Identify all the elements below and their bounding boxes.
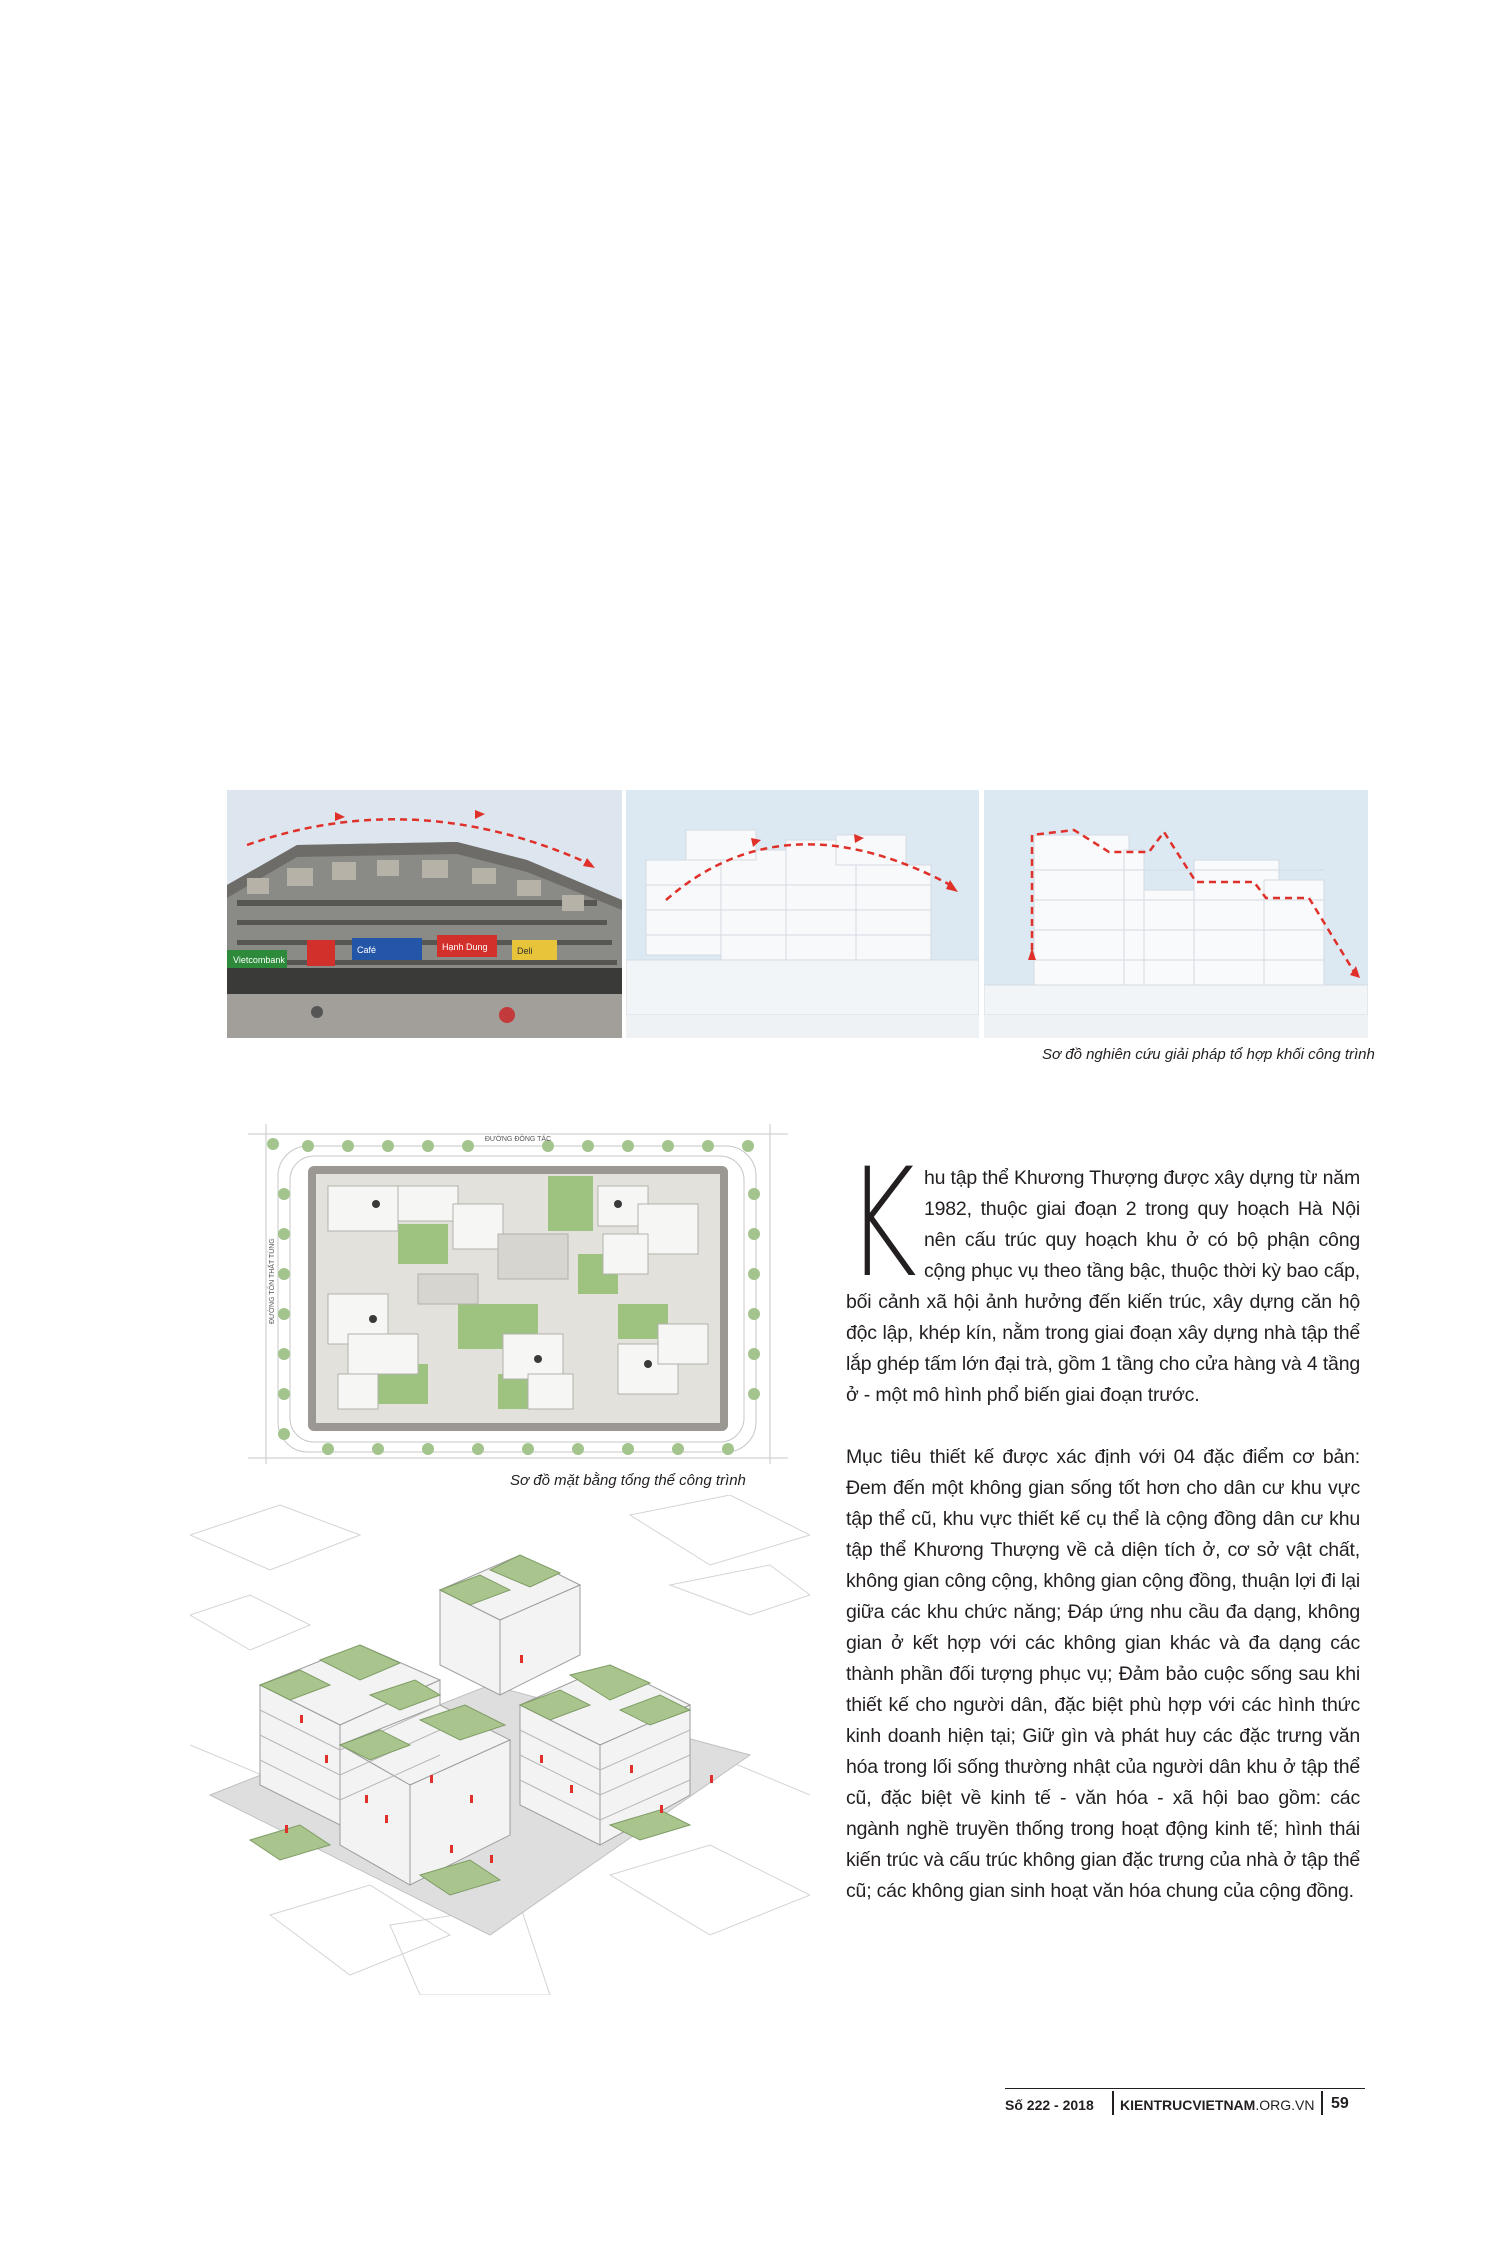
massing-model-panel-1: [626, 790, 979, 1038]
article-body: [846, 1137, 1360, 1938]
massing-photo-panel: [227, 790, 622, 1038]
sign-deli: Deli: [517, 946, 533, 956]
website-link[interactable]: [1120, 2097, 1314, 2113]
footer-separator: [1321, 2091, 1323, 2115]
drop-cap: K: [846, 1137, 917, 1311]
page-footer: [1005, 2088, 1365, 2119]
road-label-top: ĐƯỜNG ĐÔNG TÁC: [484, 1136, 552, 1143]
site-plan: [248, 1124, 788, 1464]
website-suffix: .ORG.VN: [1255, 2097, 1315, 2113]
page-number: 59: [1331, 2095, 1349, 2112]
sign-vietcombank: Vietcombank: [233, 955, 285, 965]
article-paragraph-2: Mục tiêu thiết kế được xác định với 04 đặc điểm cơ bản: Đem đến một không gian sống tốt hơn cho dân cư khu vực tập thể cũ, khu vực thiết kế cụ thể là cộng đồng dân cư khu tập thể Khương Thượng về cả diện tích ở, cơ sở vật chất, không gian công cộng, không gian cộng đồng, thuận lợi đi lại giữa các khu chức năng; Đáp ứng nhu cầu đa dạng, không gian ở kết hợp với các không gian khác và đa dạng các thành phần đối tượng phục vụ; Đảm bảo cuộc sống sau khi thiết kế cho người dân, đặc biệt phù hợp với các hình thức kinh doanh hiện tại; Giữ gìn và phát huy các đặc trưng văn hóa trong lối sống thường nhật của người dân khu ở tập thể cũ, đặc biệt về kinh tế - văn hóa - xã hội bao gồm: các ngành nghề truyền thống trong hoạt động kinh tế; hình thái kiến trúc và cấu trúc không gian đặc trưng của nhà ở tập thể cũ; các không gian sinh hoạt văn hóa chung của cộng đồng.: [846, 1446, 1360, 1902]
road-label-left: ĐƯỜNG TÔN THẤT TÙNG: [269, 1238, 276, 1324]
website-main: KIENTRUCVIETNAM: [1120, 2097, 1256, 2113]
sign-cafe: Café: [357, 945, 377, 955]
paragraph-1-text: hu tập thể Khương Thượng được xây dựng từ năm 1982, thuộc giai đoạn 2 trong quy hoạch Hà Nội nên cấu trúc quy hoạch khu ở có bộ phận công cộng phục vụ theo tầng bậc, thuộc thời kỳ bao cấp, bối cảnh xã hội ảnh hưởng đến kiến trúc, xây dựng căn hộ độc lập, khép kín, nằm trong giai đoạn xây dựng nhà tập thể lắp ghép tấm lớn đại trà, gồm 1 tầng cho cửa hàng và 4 tầng ở - một mô hình phổ biến giai đoạn trước.: [846, 1167, 1360, 1406]
footer-separator: [1112, 2091, 1114, 2115]
article-paragraph-1: [846, 1137, 1360, 1411]
issue-number: Số 222 - 2018: [1005, 2097, 1094, 2113]
site-plan-caption: Sơ đồ mặt bằng tổng thể công trình: [510, 1472, 746, 1489]
axonometric-view: [190, 1495, 810, 1995]
massing-study-caption: Sơ đồ nghiên cứu giải pháp tổ hợp khối công trình: [1042, 1046, 1375, 1063]
sign-hanh-dung: Hạnh Dung: [442, 942, 488, 952]
massing-model-panel-2: [984, 790, 1368, 1038]
